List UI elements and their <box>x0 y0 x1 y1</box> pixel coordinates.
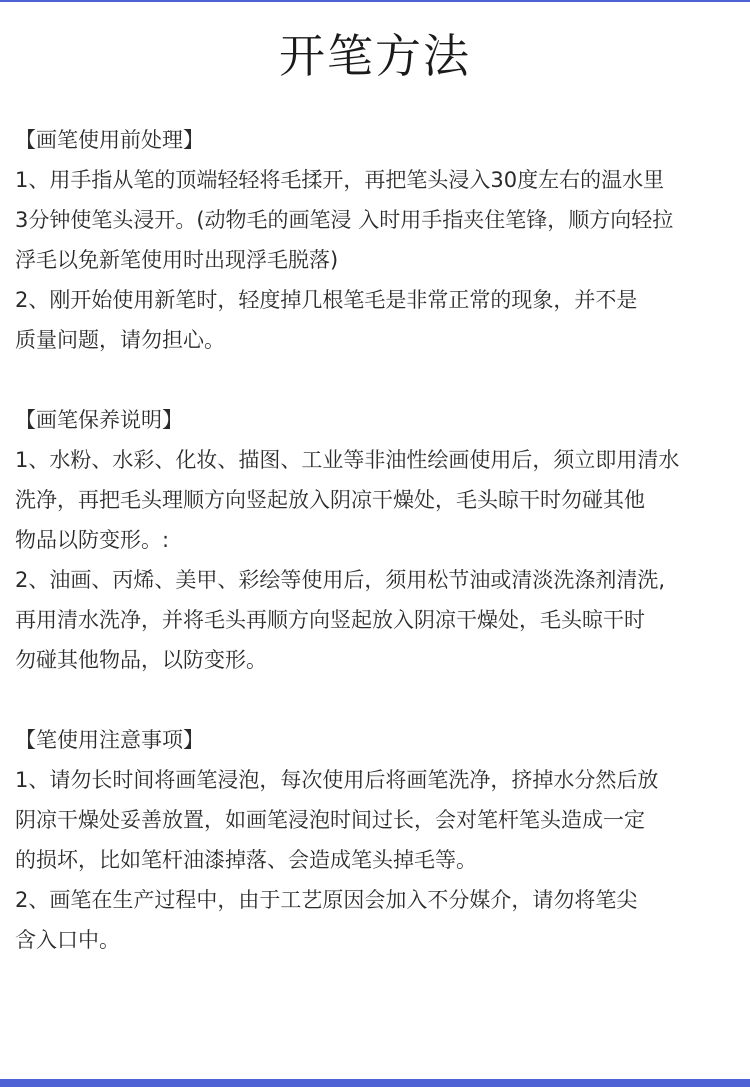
paragraph-line: 2、油画、丙烯、美甲、彩绘等使用后，须用松节油或清淡洗涤剂清洗, <box>15 568 666 592</box>
top-accent-bar <box>0 0 750 2</box>
section-heading: 【画笔使用前处理】 <box>15 128 204 152</box>
paragraph-line: 1、请勿长时间将画笔浸泡，每次使用后将画笔洗净，挤掉水分然后放 <box>15 768 659 792</box>
paragraph-line: 勿碰其他物品，以防变形。 <box>15 648 267 672</box>
paragraph-line: 阴凉干燥处妥善放置，如画笔浸泡时间过长，会对笔杆笔头造成一定 <box>15 808 645 832</box>
paragraph-line: 再用清水洗净，并将毛头再顺方向竖起放入阴凉干燥处，毛头晾干时 <box>15 608 645 632</box>
section-heading: 【笔使用注意事项】 <box>15 728 204 752</box>
instructions-body <box>15 120 745 1000</box>
section-precautions <box>15 720 745 960</box>
paragraph-line: 1、用手指从笔的顶端轻轻将毛揉开，再把笔头浸入30度左右的温水里 <box>15 168 665 192</box>
paragraph-line: 的损坏，比如笔杆油漆掉落、会造成笔头掉毛等。 <box>15 848 477 872</box>
section-before-use <box>15 120 745 360</box>
paragraph-line: 洗净，再把毛头理顺方向竖起放入阴凉干燥处，毛头晾干时勿碰其他 <box>15 488 645 512</box>
section-heading: 【画笔保养说明】 <box>15 408 183 432</box>
page-title: 开笔方法 <box>279 29 471 83</box>
bottom-accent-bar <box>0 1079 750 1087</box>
paragraph-line: 3分钟使笔头浸开。(动物毛的画笔浸 入时用手指夹住笔锋，顺方向轻拉 <box>15 208 674 232</box>
paragraph-line: 物品以防变形。: <box>15 528 170 552</box>
paragraph-line: 2、刚开始使用新笔时，轻度掉几根笔毛是非常正常的现象，并不是 <box>15 288 638 312</box>
paragraph-line: 1、水粉、水彩、化妆、描图、工业等非油性绘画使用后，须立即用清水 <box>15 448 680 472</box>
paragraph-line: 浮毛以免新笔使用时出现浮毛脱落) <box>15 248 339 272</box>
section-maintenance <box>15 400 745 680</box>
paragraph-line: 含入口中。 <box>15 928 120 952</box>
paragraph-line: 2、画笔在生产过程中，由于工艺原因会加入不分媒介，请勿将笔尖 <box>15 888 638 912</box>
paragraph-line: 质量问题，请勿担心。 <box>15 328 225 352</box>
